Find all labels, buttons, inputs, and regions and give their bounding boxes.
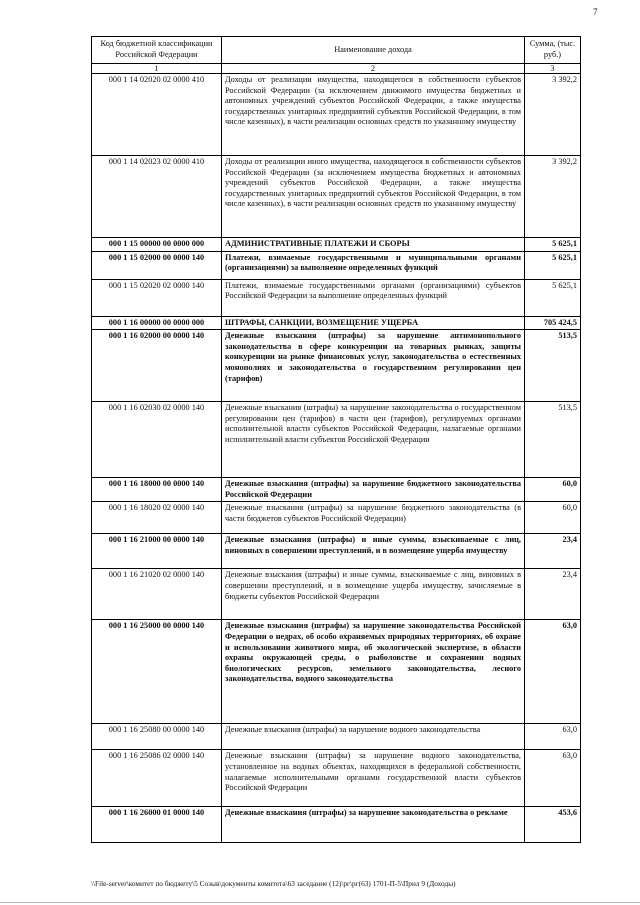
table-row [92,569,581,620]
sum-cell: 5 625,1 [525,238,581,252]
code-cell: 000 1 16 25086 02 0000 140 [92,750,222,807]
sum-cell: 513,5 [525,330,581,402]
code-cell: 000 1 16 18020 02 0000 140 [92,502,222,534]
sum-cell: 705 424,5 [525,316,581,330]
sum-cell: 453,6 [525,807,581,843]
code-cell: 000 1 15 02000 00 0000 140 [92,251,222,279]
code-cell: 000 1 15 00000 00 0000 000 [92,238,222,252]
name-cell: Денежные взыскания (штрафы) за нарушение законодательства о рекламе [222,807,525,843]
sum-cell: 513,5 [525,402,581,478]
code-cell: 000 1 16 21000 00 0000 140 [92,534,222,569]
code-cell: 000 1 16 18000 00 0000 140 [92,478,222,502]
sum-cell: 3 392,2 [525,156,581,238]
table-row [92,502,581,534]
table-header-row [92,37,581,64]
name-cell: Платежи, взимаемые государственными и муниципальными органами (организациями) за выполнение определенных функций [222,251,525,279]
table-row [92,316,581,330]
table-row [92,156,581,238]
sum-cell: 63,0 [525,750,581,807]
sum-cell: 63,0 [525,620,581,724]
sum-cell: 3 392,2 [525,74,581,156]
sum-cell: 23,4 [525,534,581,569]
name-cell: АДМИНИСТРАТИВНЫЕ ПЛАТЕЖИ И СБОРЫ [222,238,525,252]
name-cell: Денежные взыскания (штрафы) и иные суммы, взыскиваемые с лиц, виновных в совершении преступлений, и в возмещение ущерба имуществу [222,534,525,569]
name-cell: Денежные взыскания (штрафы) за нарушение бюджетного законодательства (в части бюджетов субъектов Российской Федерации) [222,502,525,534]
column-number-row [92,64,581,74]
column-number: 2 [222,64,525,74]
header-sum: Сумма, (тыс. руб.) [525,37,581,64]
name-cell: Денежные взыскания (штрафы) за нарушение водного законодательства, установленное на водных объектах, находящихся в федеральной собственности, налагаемые исполнительными органами государственной власти субъектов Российской Федерации [222,750,525,807]
name-cell: Платежи, взимаемые государственными органами (организациями) субъектов Российской Федерации за выполнение определенных функций [222,279,525,316]
code-cell: 000 1 16 21020 02 0000 140 [92,569,222,620]
sum-cell: 60,0 [525,478,581,502]
sum-cell: 60,0 [525,502,581,534]
table-row [92,74,581,156]
table-row [92,750,581,807]
code-cell: 000 1 14 02023 02 0000 410 [92,156,222,238]
page-number: 7 [593,7,598,17]
code-cell: 000 1 16 00000 00 0000 000 [92,316,222,330]
code-cell: 000 1 16 02030 02 0000 140 [92,402,222,478]
name-cell: Денежные взыскания (штрафы) за нарушение законодательства о государственном регулировании цен (тарифов) в части цен (тарифов), регулируемых органами исполнительной власти субъектов Российской Федерации, налагаемые органами исполнительной власти субъектов Российской Федерации [222,402,525,478]
table-row [92,724,581,750]
code-cell: 000 1 15 02020 02 0000 140 [92,279,222,316]
code-cell: 000 1 16 25080 00 0000 140 [92,724,222,750]
revenue-table [91,36,581,843]
sum-cell: 23,4 [525,569,581,620]
code-cell: 000 1 16 25000 00 0000 140 [92,620,222,724]
table-row [92,478,581,502]
name-cell: ШТРАФЫ, САНКЦИИ, ВОЗМЕЩЕНИЕ УЩЕРБА [222,316,525,330]
header-code: Код бюджетной классификации Российской Федерации [92,37,222,64]
code-cell: 000 1 14 02020 02 0000 410 [92,74,222,156]
table-row [92,620,581,724]
name-cell: Денежные взыскания (штрафы) и иные суммы, взыскиваемые с лиц, виновных в совершении преступлений, и в возмещение ущерба имуществу, зачисляемые в бюджеты субъектов Российской Федерации [222,569,525,620]
table-row [92,402,581,478]
sum-cell: 5 625,1 [525,279,581,316]
file-path-footer: \\File-server\комитет по бюджету\5 Созыв\документы комитета\63 заседание (12)\рг\рг(63) 1701-П-5\Прил 9 (Доходы) [91,879,456,888]
name-cell: Денежные взыскания (штрафы) за нарушение законодательства Российской Федерации о недрах, об особо охраняемых природных территориях, об охране и использовании животного мира, об экологической экспертизе, в области охраны окружающей среды, о рыболовстве и сохранении водных биологических ресурсов, земельного законодательства, лесного законодательства, водного законодательства [222,620,525,724]
column-number: 1 [92,64,222,74]
name-cell: Денежные взыскания (штрафы) за нарушение водного законодательства [222,724,525,750]
table-row [92,238,581,252]
code-cell: 000 1 16 02000 00 0000 140 [92,330,222,402]
sum-cell: 63,0 [525,724,581,750]
page-edge-line [0,902,640,903]
column-number: 3 [525,64,581,74]
table-row [92,279,581,316]
name-cell: Денежные взыскания (штрафы) за нарушение антимонопольного законодательства в сфере конкуренции на товарных рынках, защиты конкуренции на рынке финансовых услуг, законодательства о естественных монополиях и законодательства о государственном регулировании цен (тарифов) [222,330,525,402]
name-cell: Доходы от реализации имущества, находящегося в собственности субъектов Российской Федерации (за исключением движимого имущества бюджетных и автономных учреждений субъектов Российской Федерации, а также имущества государственных унитарных предприятий субъектов Российской Федерации, в том числе казенных), в части реализации основных средств по указанному имуществу [222,74,525,156]
table-body [92,74,581,843]
sum-cell: 5 625,1 [525,251,581,279]
table-row [92,534,581,569]
name-cell: Денежные взыскания (штрафы) за нарушение бюджетного законодательства Российской Федерации [222,478,525,502]
name-cell: Доходы от реализации иного имущества, находящегося в собственности субъектов Российской Федерации (за исключением имущества бюджетных и автономных учреждений субъектов Российской Федерации, а также имущества государственных унитарных предприятий субъектов Российской Федерации, в том числе казенных), в части реализации основных средств по указанному имуществу [222,156,525,238]
code-cell: 000 1 16 26000 01 0000 140 [92,807,222,843]
header-name: Наименование дохода [222,37,525,64]
table-row [92,330,581,402]
table-row [92,251,581,279]
table-row [92,807,581,843]
